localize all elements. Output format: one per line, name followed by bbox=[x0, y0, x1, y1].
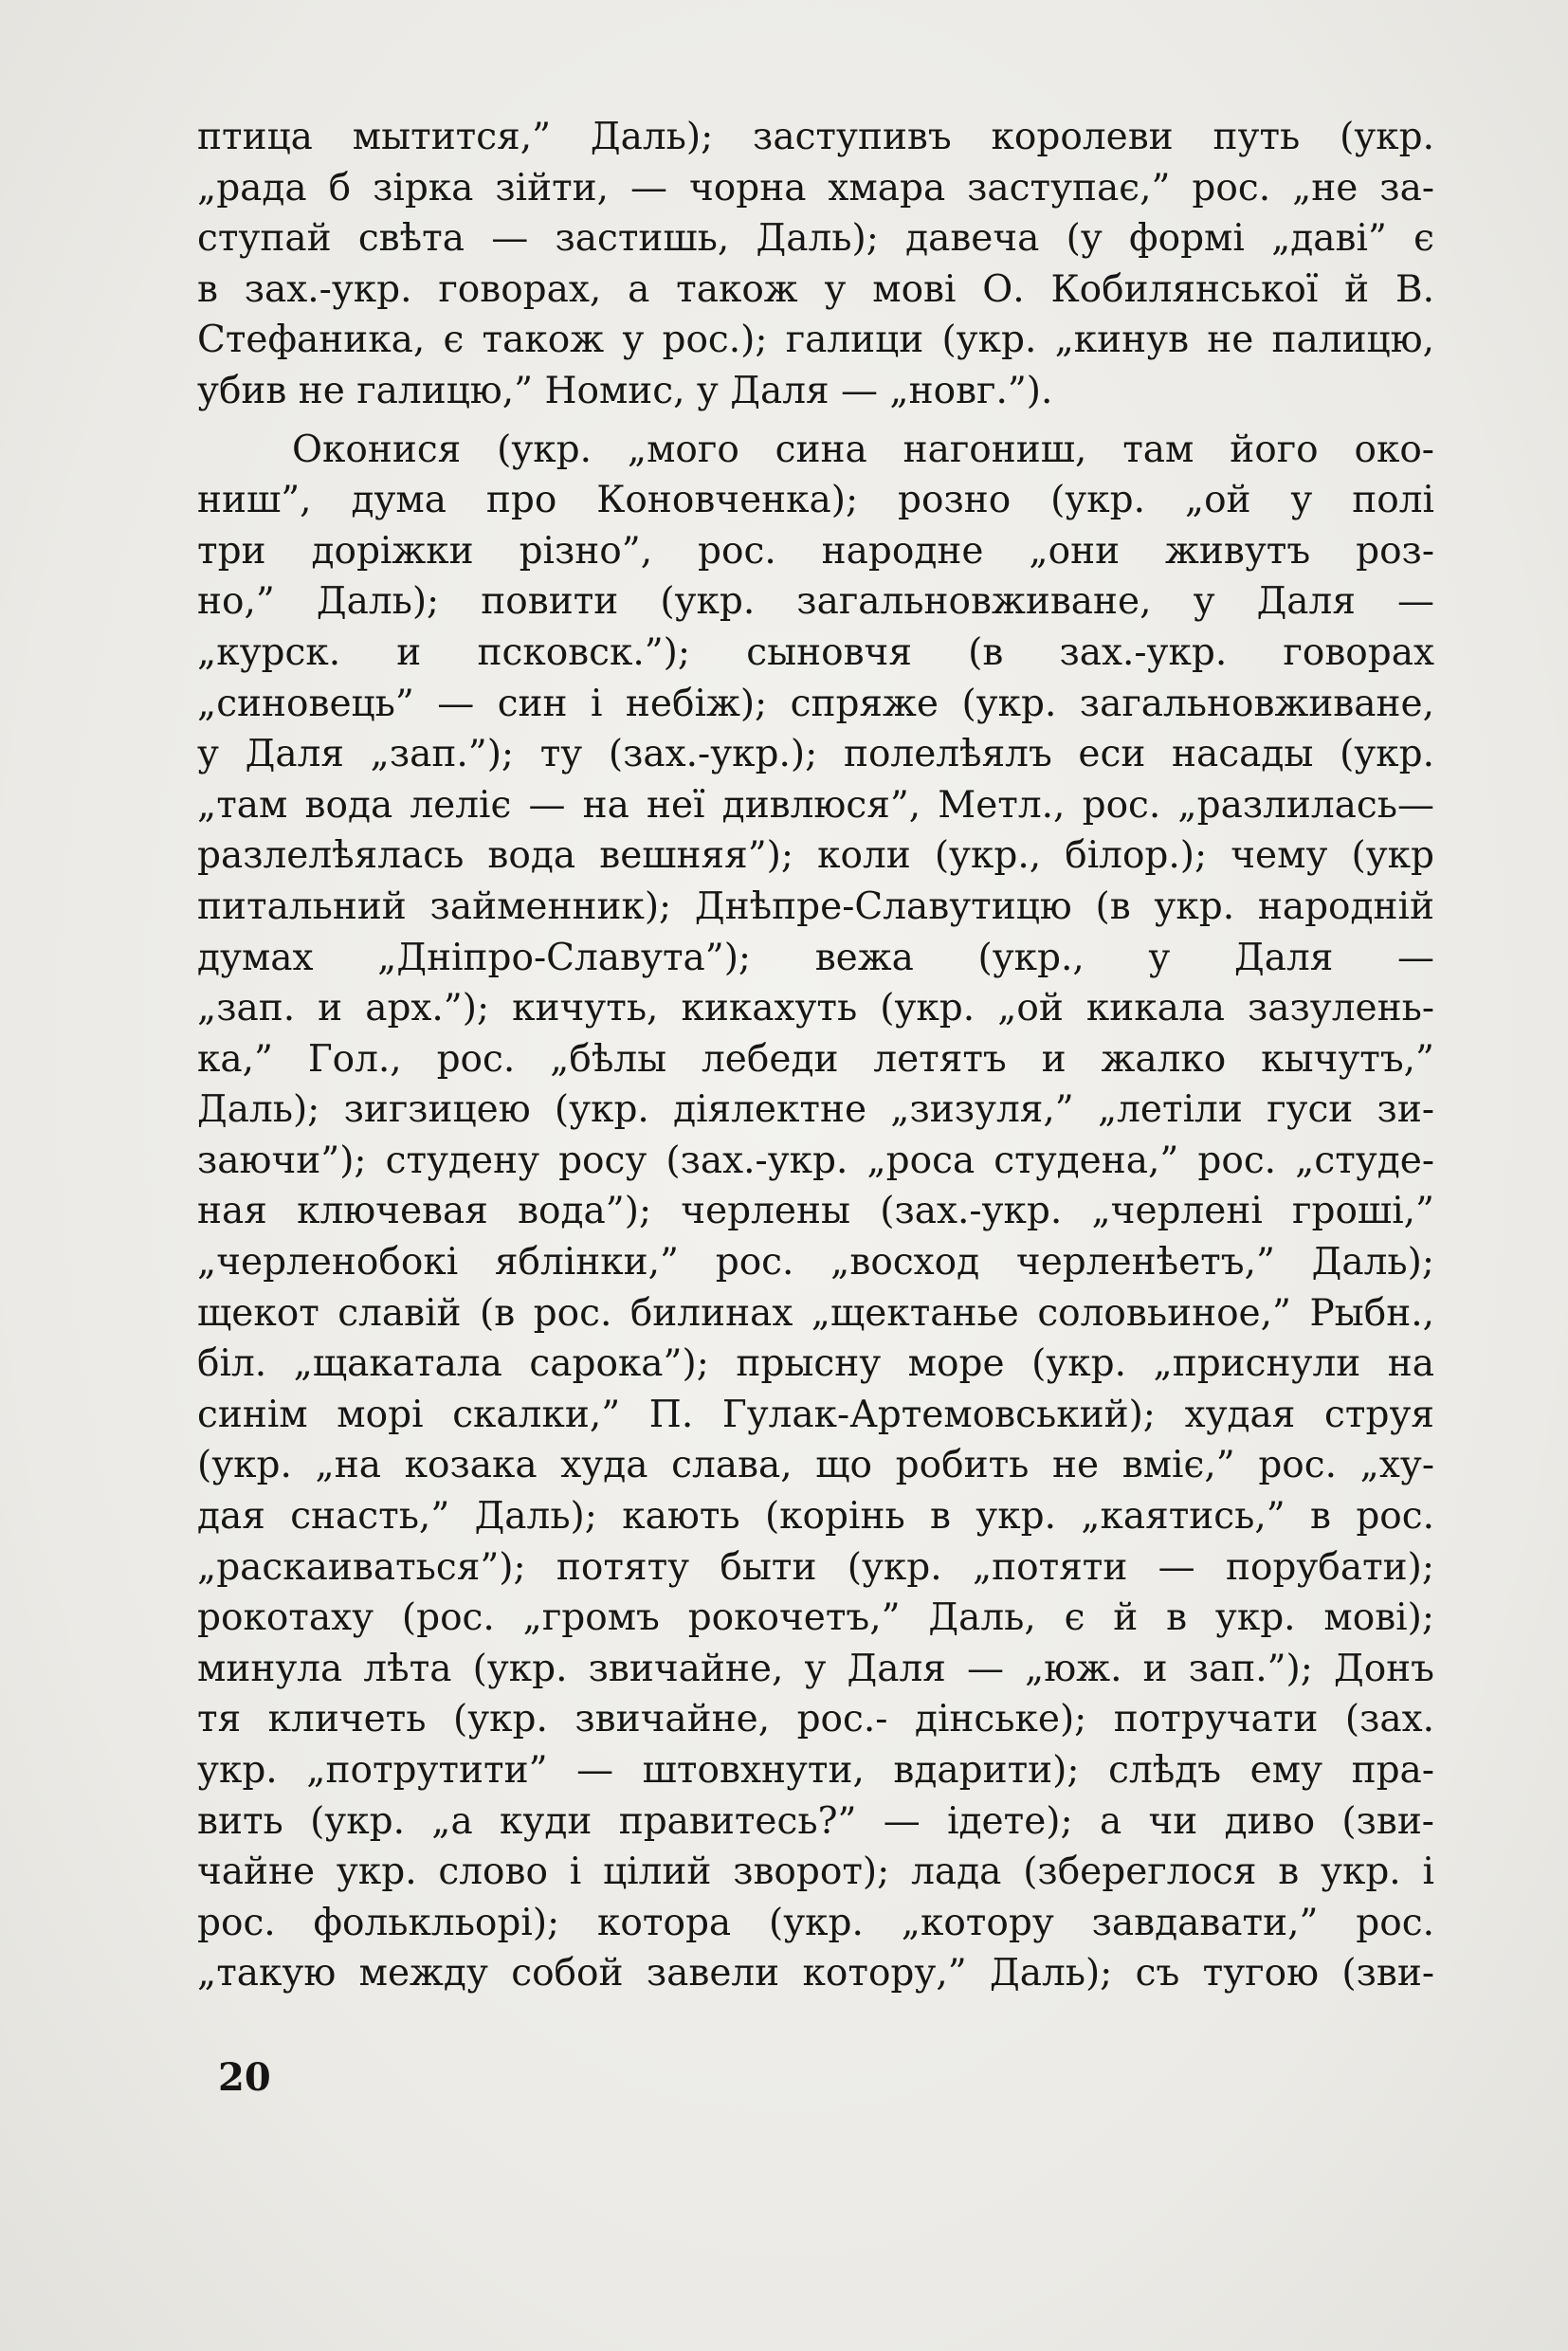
text-line: дая снасть,” Даль); кають (корінь в укр. „каятись,” в рос. bbox=[197, 1495, 1434, 1539]
text-line: минула лѣта (укр. звичайне, у Даля — „юж. и зап.”); Донъ bbox=[197, 1647, 1434, 1690]
body-text bbox=[197, 112, 1434, 1999]
text-line: ниш”, дума про Коновченка); розно (укр. „ой у полі bbox=[197, 479, 1434, 522]
text-line: вить (укр. „а куди правитесь?” — ідете); а чи диво (зви- bbox=[197, 1799, 1434, 1843]
text-line: заючи”); студену росу (зах.-укр. „роса студена,” рос. „студе- bbox=[197, 1139, 1434, 1182]
text-line: Стефаника, є також у рос.); галици (укр. „кинув не палицю, bbox=[197, 319, 1434, 362]
text-line: чайне укр. слово і цілий зворот); лада (збереглося в укр. і bbox=[197, 1850, 1434, 1894]
text-line: „там вода леліє — на неї дивлюся”, Метл., рос. „разлилась— bbox=[197, 783, 1434, 827]
text-line: ка,” Гол., рос. „бѣлы лебеди летятъ и жалко кычутъ,” bbox=[197, 1037, 1434, 1081]
text-line: рокотаху (рос. „громъ рокочетъ,” Даль, є й в укр. мові); bbox=[197, 1596, 1434, 1640]
page-number: 20 bbox=[218, 2055, 271, 2100]
text-line: убив не галицю,” Номис, у Даля — „новг.”). bbox=[197, 369, 1053, 412]
text-line: (укр. „на козака худа слава, що робить не вміє,” рос. „ху- bbox=[197, 1444, 1434, 1487]
text-line: Даль); зигзицею (укр. діялектне „зизуля,” „летіли гуси зи- bbox=[197, 1088, 1434, 1132]
text-line: ная ключевая вода”); черлены (зах.-укр. „черлені гроші,” bbox=[197, 1190, 1434, 1233]
text-line: „такую между собой завели котору,” Даль); съ тугою (зви- bbox=[197, 1952, 1434, 1996]
text-line: разлелѣялась вода вешняя”); коли (укр., білор.); чему (укр bbox=[197, 834, 1434, 878]
text-line: в зах.-укр. говорах, а також у мові О. Кобилянської й В. bbox=[197, 267, 1434, 311]
text-line: птица мытится,” Даль); заступивъ королеви путь (укр. bbox=[197, 116, 1434, 158]
text-line: укр. „потрутити” — штовхнути, вдарити); слѣдъ ему пра- bbox=[197, 1749, 1434, 1792]
text-line: щекот славій (в рос. билинах „щектанье соловьиное,” Рыбн., bbox=[197, 1291, 1434, 1335]
text-line: рос. фолькльорі); котора (укр. „котору завдавати,” рос. bbox=[197, 1901, 1434, 1944]
text-line: у Даля „зап.”); ту (зах.-укр.); полелѣялъ еси насады (укр. bbox=[197, 733, 1434, 776]
text-line: тя кличеть (укр. звичайне, рос.- дінське); потручати (зах. bbox=[197, 1698, 1434, 1741]
text-line: „синовець” — син і небіж); спряже (укр. загальновживане, bbox=[197, 682, 1434, 725]
text-line: ступай свѣта — застишь, Даль); давеча (у формі „даві” є bbox=[197, 217, 1434, 261]
text-line: три доріжки різно”, рос. народне „они живутъ роз- bbox=[197, 529, 1434, 573]
text-line: „зап. и арх.”); кичуть, кикахуть (укр. „ой кикала зазулень- bbox=[197, 987, 1434, 1030]
text-line: питальний займенник); Днѣпре-Славутицю (в укр. народній bbox=[197, 884, 1434, 928]
text-line: „черленобокі яблінки,” рос. „восход черленѣетъ,” Даль); bbox=[197, 1241, 1434, 1285]
text-line: но,” Даль); повити (укр. загальновживане, у Даля — bbox=[197, 580, 1434, 624]
paragraph-1 bbox=[197, 112, 1434, 417]
paragraph-gap bbox=[197, 417, 1434, 425]
text-line: „рада б зірка зійти, — чорна хмара заступає,” рос. „не за- bbox=[197, 166, 1434, 210]
text-line: біл. „щакатала сарока”); прысну море (укр. „приснули на bbox=[197, 1342, 1434, 1386]
text-line: Оконися (укр. „мого сина нагониш, там його око- bbox=[292, 428, 1434, 471]
text-line: „курск. и псковск.”); сыновчя (в зах.-укр. говорах bbox=[197, 630, 1434, 674]
text-line: „раскаиваться”); потяту быти (укр. „потяти — порубати); bbox=[197, 1545, 1434, 1589]
text-line: синім морі скалки,” П. Гулак-Артемовський); худая струя bbox=[197, 1393, 1434, 1436]
text-line: думах „Дніпро-Славута”); вежа (укр., у Даля — bbox=[197, 936, 1434, 979]
paragraph-2 bbox=[197, 425, 1434, 1999]
